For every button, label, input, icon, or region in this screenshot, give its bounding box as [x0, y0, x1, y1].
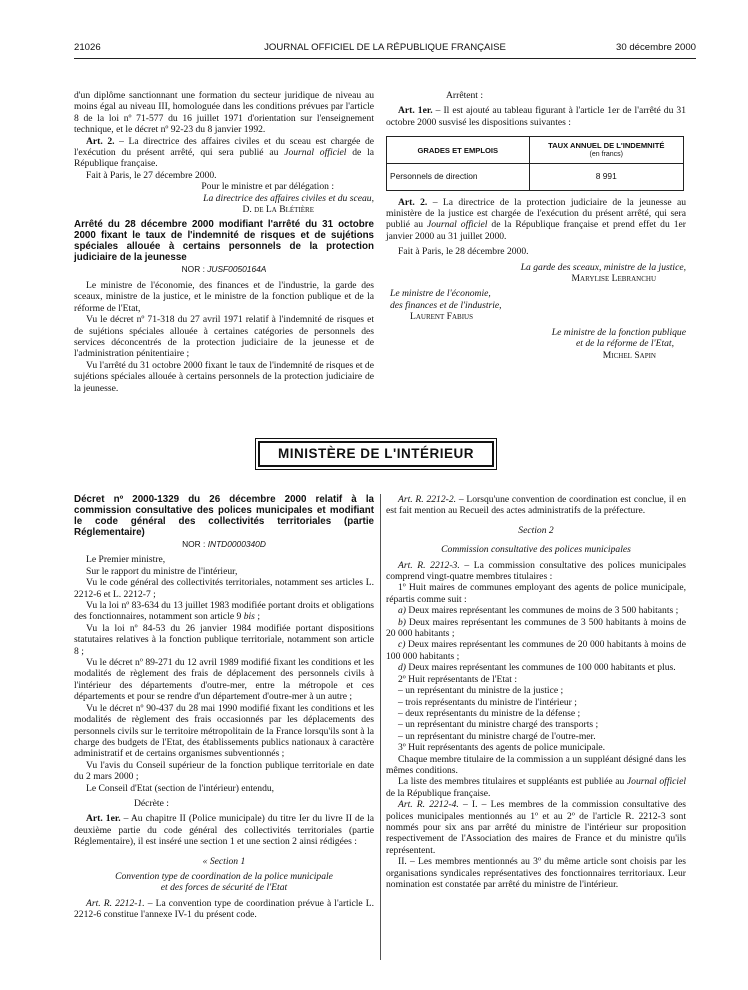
article-r2212-2: [386, 494, 686, 517]
list-text: Deux maires représentant les communes de 100 000 habitants et plus.: [406, 662, 676, 674]
arretent: Arrêtent :: [446, 90, 484, 101]
visa: Vu le décret nº 89-271 du 12 avril 1989 modifié fixant les conditions et les modalités de règlement des frais de déplacement des personnels civils à l'intérieur des départements d'outre-mer, entre la métropole et ces départements et pour se rendre d'un département d'outre-mer à un autre ;: [74, 657, 374, 703]
visa: Vu le décret nº 71-318 du 27 avril 1971 relatif à l'indemnité de risques et de sujétions spéciales allouée à certaines catégories de personnels des services déconcentrés de la protection judiciaire de la jeunesse et de l'administration pénitentiaire ;: [74, 314, 374, 360]
preamble: Le Premier ministre,: [86, 554, 166, 566]
article-label: Art. R. 2212-3.: [398, 559, 460, 571]
visa: Vu le décret nº 90-437 du 28 mai 1990 modifié fixant les conditions et les modalités de règlement des frais occasionnés par les déplacements des personnels civils sur le territoire métropolitain de la France lorsqu'ils sont à la charge des budgets de l'Etat, des établissements publics nationaux à caractère administratif et de certains organismes subventionnés ;: [74, 702, 374, 760]
article-label: Art. 1er.: [398, 105, 433, 117]
visa: Vu l'avis du Conseil supérieur de la fonction publique territoriale en date du 2 mars 2000 ;: [74, 759, 374, 783]
article-2: [386, 197, 686, 243]
section-heading: Section 2: [518, 524, 554, 536]
list-item: – deux représentants du ministre de la défense ;: [398, 707, 581, 719]
paragraph-text: de la République française.: [386, 787, 491, 799]
journal-ref: Journal officiel: [284, 147, 347, 159]
page-number: 21026: [74, 42, 101, 53]
paragraph: II. – Les membres mentionnés au 3º du même article sont choisis par les organisations syndicales représentatives des fonctionnaires territoriaux. Leur nomination est constatée par arrêté du ministre de l'intérieur.: [386, 856, 686, 890]
nor-code: JUSF0050164A: [207, 264, 267, 275]
list-item: [386, 617, 686, 640]
paragraph: [386, 776, 686, 799]
paragraph-text: La liste des membres titulaires et suppléants est publiée au: [398, 776, 627, 788]
article-label: Art. R. 2212-2.: [398, 494, 457, 505]
list-text: Deux maires représentant les communes de 3 500 habitants à moins de 20 000 habitants ;: [386, 616, 686, 640]
section-title: Commission consultative des polices municipales: [441, 544, 631, 556]
decrete: Décrète :: [134, 797, 169, 809]
article-1: [74, 813, 374, 847]
journal-title: JOURNAL OFFICIEL DE LA RÉPUBLIQUE FRANÇAISE: [264, 42, 506, 53]
article-2: [74, 136, 374, 170]
article-1: [386, 105, 686, 128]
article-text: – La directrice des affaires civiles et du sceau est chargée de l'exécution du présent arrêté, qui sera publié au: [74, 135, 375, 159]
column-divider: [380, 494, 381, 960]
list-item: – un représentant du ministre de la justice ;: [398, 685, 564, 697]
visa: Vu l'arrêté du 31 octobre 2000 fixant le taux de l'indemnité de risques et de sujétions spéciales allouée à certains personnels de la protection judiciaire de la jeunesse.: [74, 359, 374, 394]
nor-reference: [74, 264, 374, 275]
list-item: [386, 639, 686, 662]
nor-label: NOR :: [182, 539, 208, 549]
section-title: Convention type de coordination de la police municipale: [115, 870, 333, 882]
journal-ref: Journal officiel: [626, 776, 686, 788]
nor-label: NOR :: [181, 264, 208, 275]
signature-title: Le ministre de la fonction publique: [551, 326, 686, 338]
signature-title: des finances et de l'industrie,: [390, 299, 502, 311]
signature-title: La garde des sceaux, ministre de la justice,: [520, 261, 686, 273]
signature-name: Marylise Lebranchu: [571, 273, 656, 285]
ministry-banner: MINISTÈRE DE L'INTÉRIEUR: [258, 441, 494, 467]
article-text: – I. – Les membres de la commission consultative des polices municipales mentionnés au 1º et au 2º de l'article R. 2212-3 sont nommés pour six ans par arrêté du ministre de l'intérieur sur proposition respectivement de l'Association des maires de France et du ministre qu'ils représentent.: [386, 799, 686, 856]
section-title: et des forces de sécurité de l'Etat: [160, 882, 288, 894]
top-right-column: [386, 90, 686, 361]
table-cell: 8 991: [529, 164, 683, 190]
article-r2212-4: [386, 799, 686, 856]
article-label: Art. 1er.: [86, 813, 121, 825]
article-text: – Lorsqu'une convention de coordination est conclue, il en est fait mention au Recueil des actes administratifs de la préfecture.: [386, 494, 686, 517]
article-text: de la République française.: [74, 147, 374, 170]
list-marker: a): [398, 605, 406, 617]
preamble: Sur le rapport du ministre de l'intérieur,: [86, 565, 238, 577]
list-item: [386, 605, 686, 616]
signature-title: et de la réforme de l'Etat,: [576, 338, 674, 350]
visa: Vu le code général des collectivités territoriales, notamment ses articles L. 2212-6 et L. 2212-7 ;: [74, 577, 374, 600]
article-label: Art. R. 2212-4.: [398, 799, 459, 811]
table-cell: Personnels de direction: [387, 164, 530, 190]
signature-title: Le ministre de l'économie,: [390, 288, 491, 300]
allowance-table: [386, 136, 684, 190]
nor-code: INTD0000340D: [207, 539, 266, 549]
visa: Vu la loi nº 84-53 du 26 janvier 1984 modifiée portant dispositions statutaires relatives à la fonction publique territoriale, notamment son article 8 ;: [74, 622, 374, 657]
section-heading: « Section 1: [202, 855, 246, 867]
fait-a-paris: Fait à Paris, le 28 décembre 2000.: [398, 246, 529, 258]
article-label: Art. 2.: [86, 135, 115, 147]
top-left-column: [74, 90, 374, 394]
paragraph: d'un diplôme sanctionnant une formation du secteur juridique de niveau au moins égal au niveau III, homologuée dans les conditions prévues par l'article 8 de la loi nº 71-577 du 16 juillet 1971 d'orientation sur l'enseignement technique, et le décret nº 92-23 du 8 janvier 1992.: [74, 90, 374, 136]
list-item: 1º Huit maires de communes employant des agents de police municipale, répartis comme suit :: [386, 582, 686, 605]
visa-text: Vu la loi nº 83-634 du 13 juillet 1983 modifiée portant droits et obligations des fonctionnaires, notamment son article 9: [74, 600, 374, 623]
list-text: Deux maires représentant les communes de moins de 3 500 habitants ;: [406, 605, 679, 617]
article-text: – La commission consultative des polices municipales comprend vingt-quatre membres titulaires :: [386, 559, 686, 583]
signature-line: Pour le ministre et par délégation :: [201, 181, 334, 193]
bottom-left-column: [74, 494, 374, 921]
visa-text: bis: [243, 611, 255, 623]
nor-reference: [74, 539, 374, 550]
signature-name: D. de La Blétière: [242, 204, 314, 216]
paragraph: Chaque membre titulaire de la commission a un suppléant désigné dans les mêmes conditions.: [386, 753, 686, 776]
issue-date: 30 décembre 2000: [615, 42, 696, 53]
list-item: – un représentant du ministre chargé des transports ;: [398, 719, 599, 731]
article-text: – Il est ajouté au tableau figurant à l'article 1er de l'arrêté du 31 octobre 2000 susvisé les dispositions suivantes :: [386, 105, 686, 128]
article-text: de la République française et prend effet du 1er janvier 2000 au 31 juillet 2000.: [386, 219, 686, 242]
list-marker: b): [398, 616, 406, 628]
list-marker: c): [398, 639, 406, 651]
table-header-unit: (en francs): [589, 151, 623, 159]
visa: [74, 600, 374, 623]
table-header-row: [387, 137, 684, 164]
article-r2212-1: [74, 898, 374, 921]
list-text: Deux maires représentant les communes de 20 000 habitants à moins de 100 000 habitants ;: [386, 639, 686, 662]
article-r2212-3: [386, 560, 686, 583]
article-text: – Au chapitre II (Police municipale) du titre Ier du livre II de la deuxième partie du code général des collectivités territoriales (partie Réglementaire), il est inséré une section 1 et une section 2 ainsi rédigées :: [74, 813, 374, 848]
table-header: GRADES ET EMPLOIS: [387, 137, 530, 164]
arrete-title: Arrêté du 28 décembre 2000 modifiant l'arrêté du 31 octobre 2000 fixant le taux de l'indemnité de risques et de sujétions spéciales allouée à certains personnels de la protection judiciaire de la jeunesse: [74, 219, 374, 264]
page-header: [74, 40, 696, 59]
preamble: Le ministre de l'économie, des finances et de l'industrie, la garde des sceaux, ministre de la justice, et le ministre de la fonction publique et de la réforme de l'Etat,: [74, 279, 374, 314]
article-text: – La directrice de la protection judiciaire de la jeunesse au ministère de la justice est chargée de l'exécution du présent arrêté, qui sera publié au: [386, 196, 687, 231]
visa: Le Conseil d'Etat (section de l'intérieur) entendu,: [86, 782, 275, 794]
list-item: – trois représentants du ministre de l'intérieur ;: [398, 696, 577, 708]
list-item: 3º Huit représentants des agents de police municipale.: [398, 742, 606, 754]
visa-text: ;: [254, 611, 260, 623]
decret-title: Décret nº 2000-1329 du 26 décembre 2000 relatif à la commission consultative des polices municipales et modifiant le code général des collectivités territoriales (partie Réglementaire): [74, 494, 374, 538]
list-item: – un représentant du ministre chargé de l'outre-mer.: [398, 730, 596, 742]
article-label: Art. 2.: [398, 196, 428, 208]
bottom-right-column: [386, 494, 686, 890]
table-row: [387, 164, 684, 190]
article-label: Art. R. 2212-1.: [86, 897, 145, 909]
fait-a-paris: Fait à Paris, le 27 décembre 2000.: [86, 169, 217, 181]
signature-title: La directrice des affaires civiles et du sceau,: [203, 192, 374, 204]
list-item: 2º Huit représentants de l'Etat :: [398, 673, 517, 685]
list-item: [386, 662, 686, 673]
article-text: – La convention type de coordination prévue à l'article L. 2212-6 constitue l'annexe IV-1 du présent code.: [74, 897, 374, 921]
list-marker: d): [398, 662, 406, 674]
table-header-text: TAUX ANNUEL DE L'INDEMNITÉ: [548, 141, 665, 151]
journal-ref: Journal officiel: [426, 219, 488, 231]
signature-name: Michel Sapin: [602, 349, 656, 361]
signature-name: Laurent Fabius: [410, 311, 473, 323]
table-header: [529, 137, 683, 164]
